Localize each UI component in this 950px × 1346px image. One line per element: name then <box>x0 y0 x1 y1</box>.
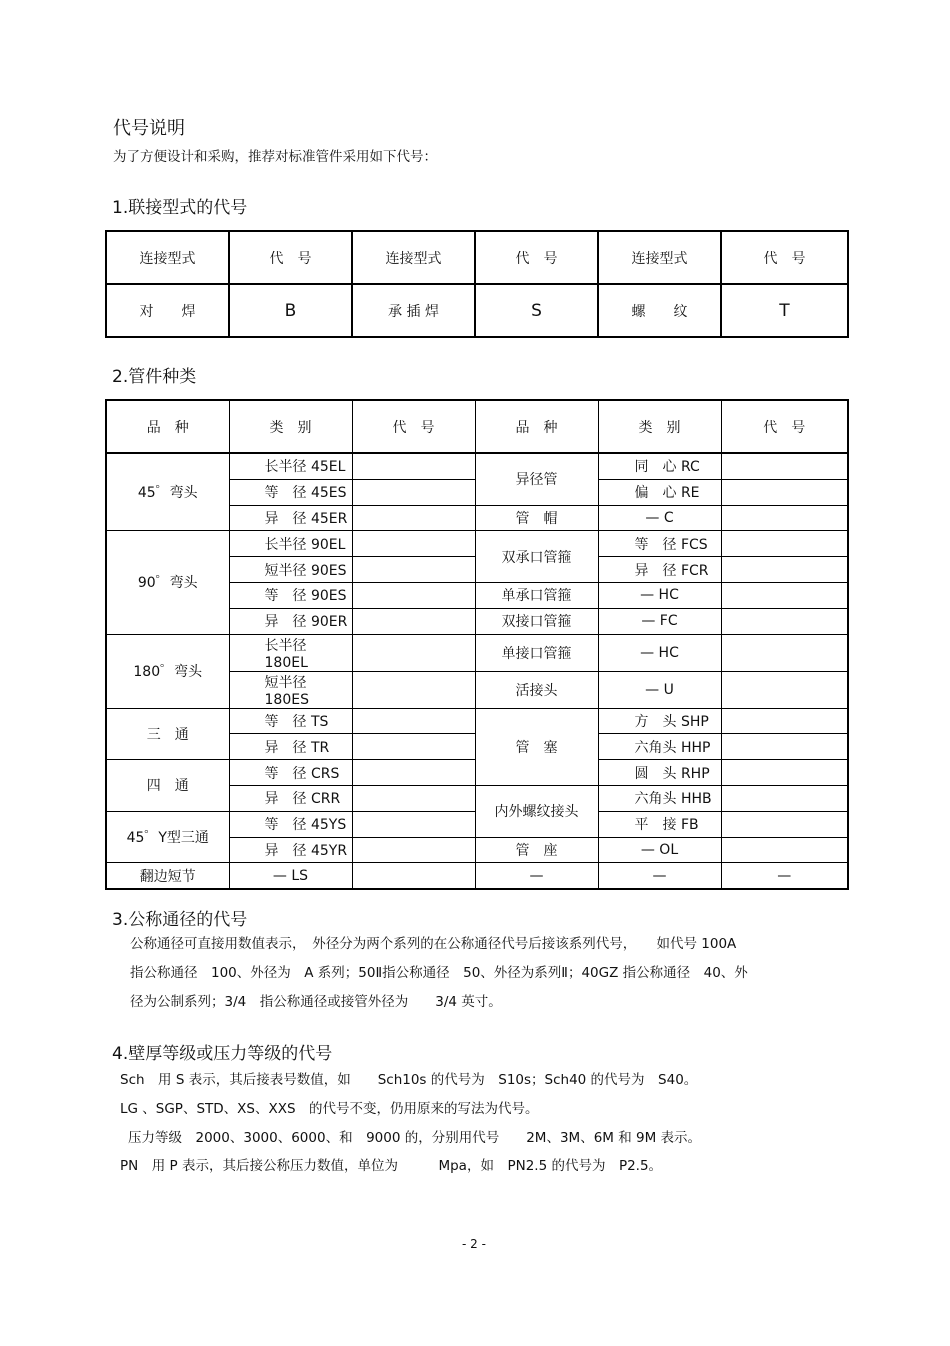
subtype-cell: — OL <box>598 837 721 863</box>
page-number: - 2 - <box>462 1237 486 1251</box>
category-cell: 翻边短节 <box>106 863 229 889</box>
cell: S <box>475 284 598 337</box>
code-cell <box>352 760 475 786</box>
category-cell: 90゜弯头 <box>106 531 229 634</box>
subtype-cell: 方 头 SHP <box>598 708 721 734</box>
section2-title: 2.管件种类 <box>112 367 197 387</box>
code-cell <box>721 608 848 634</box>
subtype-cell: 异 径 45YR <box>229 837 352 863</box>
code-cell <box>352 734 475 760</box>
code-cell <box>352 708 475 734</box>
subtype-cell: 等 径 FCS <box>598 531 721 557</box>
intro-text: 为了方便设计和采购，推荐对标准管件采用如下代号： <box>113 149 437 165</box>
section3-line: 指公称通径 100、外径为 A 系列；50Ⅱ指公称通径 50、外径为系列Ⅱ；40GZ 指公称通径 40、外 <box>130 965 748 981</box>
header-cell: 代 号 <box>721 231 848 284</box>
code-cell <box>352 479 475 505</box>
subtype-cell: — LS <box>229 863 352 889</box>
section4-line: Sch 用 S 表示，其后接表号数值，如 Sch10s 的代号为 S10s；Sch40 的代号为 S40。 <box>120 1072 698 1088</box>
category-cell: 单接口管箍 <box>475 634 598 671</box>
table-row <box>106 634 848 671</box>
subtype-cell: — <box>598 863 721 889</box>
section3-line: 公称通径可直接用数值表示， 外径分为两个系列的在公称通径代号后接该系列代号， 如代号 100A <box>130 936 737 952</box>
code-cell <box>352 785 475 811</box>
header-cell: 类 别 <box>229 400 352 453</box>
table-row <box>106 708 848 734</box>
page-title: 代号说明 <box>113 118 185 139</box>
header-cell: 连接型式 <box>598 231 721 284</box>
table-header-row <box>106 231 848 284</box>
cell: 对 焊 <box>106 284 229 337</box>
category-cell: 45゜Y型三通 <box>106 811 229 863</box>
subtype-cell: 同 心 RC <box>598 453 721 479</box>
category-cell: 管 帽 <box>475 505 598 531</box>
code-cell <box>352 531 475 557</box>
code-cell <box>721 708 848 734</box>
table-header-row <box>106 400 848 453</box>
category-cell: 双接口管箍 <box>475 608 598 634</box>
table-row <box>106 284 848 337</box>
code-cell <box>721 811 848 837</box>
code-cell <box>352 837 475 863</box>
code-cell <box>352 453 475 479</box>
fitting-type-table <box>105 399 849 890</box>
category-cell: 内外螺纹接头 <box>475 785 598 837</box>
category-cell: 四 通 <box>106 760 229 812</box>
header-cell: 品 种 <box>475 400 598 453</box>
subtype-cell: 偏 心 RE <box>598 479 721 505</box>
subtype-cell: 等 径 45YS <box>229 811 352 837</box>
code-cell <box>721 734 848 760</box>
subtype-cell: 异 径 FCR <box>598 557 721 583</box>
subtype-cell: 等 径 TS <box>229 708 352 734</box>
code-cell <box>352 608 475 634</box>
code-cell <box>352 811 475 837</box>
section3-title: 3.公称通径的代号 <box>112 910 248 930</box>
category-cell: 180゜弯头 <box>106 634 229 708</box>
category-cell: 单承口管箍 <box>475 582 598 608</box>
code-cell <box>352 505 475 531</box>
subtype-cell: 长半径 180EL <box>229 634 352 671</box>
code-cell <box>721 837 848 863</box>
subtype-cell: 异 径 CRR <box>229 785 352 811</box>
code-cell <box>721 634 848 671</box>
subtype-cell: 平 接 FB <box>598 811 721 837</box>
code-cell <box>721 505 848 531</box>
subtype-cell: 圆 头 RHP <box>598 760 721 786</box>
category-cell: 三 通 <box>106 708 229 760</box>
header-cell: 类 别 <box>598 400 721 453</box>
subtype-cell: 等 径 CRS <box>229 760 352 786</box>
subtype-cell: 六角头 HHP <box>598 734 721 760</box>
subtype-cell: 短半径 90ES <box>229 557 352 583</box>
code-cell: — <box>721 863 848 889</box>
section3-line: 径为公制系列；3/4 指公称通径或接管外径为 3/4 英寸。 <box>130 994 502 1010</box>
table-row <box>106 531 848 557</box>
subtype-cell: 异 径 45ER <box>229 505 352 531</box>
section4-line: PN 用 P 表示，其后接公称压力数值，单位为 Mpa，如 PN2.5 的代号为 P2.5。 <box>120 1158 663 1174</box>
header-cell: 连接型式 <box>352 231 475 284</box>
table-row <box>106 453 848 479</box>
header-cell: 代 号 <box>721 400 848 453</box>
connection-type-table <box>105 230 849 338</box>
category-cell: — <box>475 863 598 889</box>
category-cell: 管 座 <box>475 837 598 863</box>
category-cell: 45゜弯头 <box>106 453 229 531</box>
code-cell <box>352 863 475 889</box>
subtype-cell: 等 径 45ES <box>229 479 352 505</box>
code-cell <box>721 785 848 811</box>
subtype-cell: — C <box>598 505 721 531</box>
section1-title: 1.联接型式的代号 <box>112 198 248 218</box>
subtype-cell: — FC <box>598 608 721 634</box>
section4-title: 4.壁厚等级或压力等级的代号 <box>112 1044 333 1064</box>
code-cell <box>721 453 848 479</box>
subtype-cell: — U <box>598 671 721 708</box>
header-cell: 品 种 <box>106 400 229 453</box>
table-row <box>106 863 848 889</box>
category-cell: 管 塞 <box>475 708 598 785</box>
header-cell: 代 号 <box>475 231 598 284</box>
cell: 承 插 焊 <box>352 284 475 337</box>
subtype-cell: 六角头 HHB <box>598 785 721 811</box>
subtype-cell: 等 径 90ES <box>229 582 352 608</box>
code-cell <box>721 557 848 583</box>
category-cell: 双承口管箍 <box>475 531 598 583</box>
code-cell <box>352 634 475 671</box>
cell: 螺 纹 <box>598 284 721 337</box>
cell: T <box>721 284 848 337</box>
code-cell <box>721 479 848 505</box>
code-cell <box>352 557 475 583</box>
code-cell <box>721 582 848 608</box>
code-cell <box>352 582 475 608</box>
category-cell: 异径管 <box>475 453 598 505</box>
subtype-cell: 异 径 90ER <box>229 608 352 634</box>
subtype-cell: — HC <box>598 582 721 608</box>
header-cell: 连接型式 <box>106 231 229 284</box>
section4-line: 压力等级 2000、3000、6000、和 9000 的，分别用代号 2M、3M、6M 和 9M 表示。 <box>128 1130 702 1146</box>
subtype-cell: 异 径 TR <box>229 734 352 760</box>
subtype-cell: 短半径 180ES <box>229 671 352 708</box>
code-cell <box>721 760 848 786</box>
category-cell: 活接头 <box>475 671 598 708</box>
header-cell: 代 号 <box>352 400 475 453</box>
code-cell <box>721 671 848 708</box>
cell: B <box>229 284 352 337</box>
section4-line: LG 、SGP、STD、XS、XXS 的代号不变，仍用原来的写法为代号。 <box>120 1101 539 1117</box>
subtype-cell: — HC <box>598 634 721 671</box>
subtype-cell: 长半径 45EL <box>229 453 352 479</box>
code-cell <box>352 671 475 708</box>
subtype-cell: 长半径 90EL <box>229 531 352 557</box>
header-cell: 代 号 <box>229 231 352 284</box>
code-cell <box>721 531 848 557</box>
